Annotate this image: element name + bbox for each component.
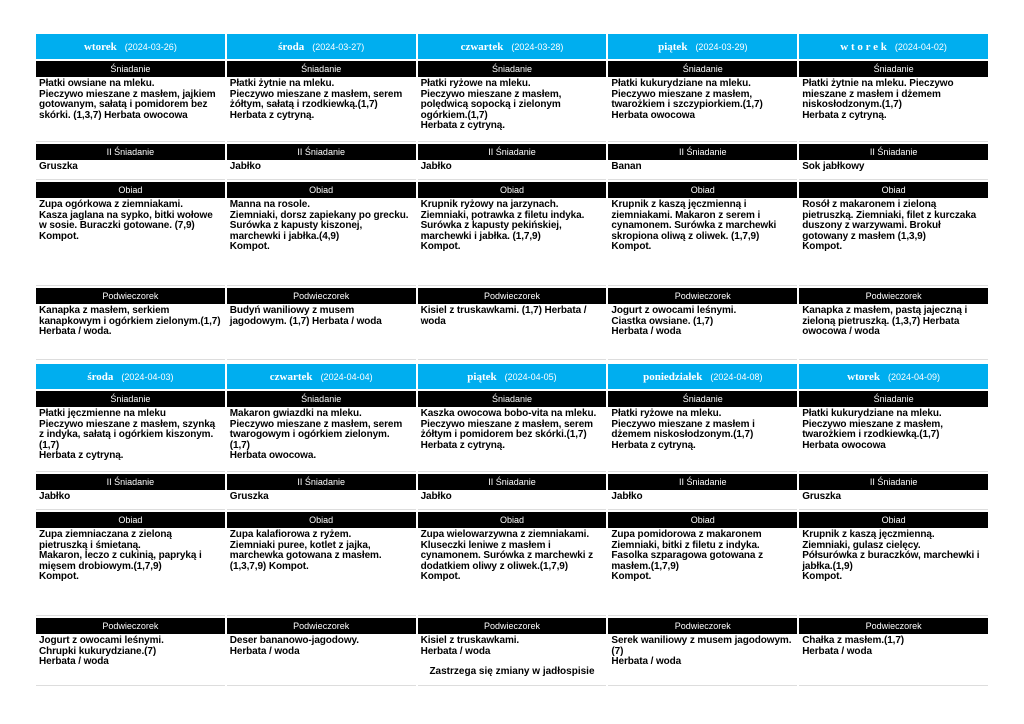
breakfast-header: Śniadanie xyxy=(227,61,416,77)
second-breakfast-text: Jabłko xyxy=(418,490,607,510)
day-date: (2024-03-29) xyxy=(695,41,748,52)
day-header xyxy=(799,34,988,59)
snack-header: Podwieczorek xyxy=(418,288,607,304)
day-date: (2024-03-27) xyxy=(312,41,365,52)
snack-header: Podwieczorek xyxy=(227,288,416,304)
week-1-menu-grid xyxy=(36,34,988,360)
day-header xyxy=(36,34,225,59)
second-breakfast-header: II Śniadanie xyxy=(36,474,225,490)
second-breakfast-text: Jabłko xyxy=(227,160,416,180)
lunch-text: Zupa wielowarzywna z ziemniakami. Kluseczki leniwe z masłem i cynamonem. Surówka z marchewki z dodatkiem oliwy z oliwek.(1,7,9) Kompot. xyxy=(418,528,607,616)
breakfast-text: Płatki owsiane na mleku. Pieczywo mieszane z masłem, jajkiem gotowanym, sałatą i pomidorem bez skórki. (1,3,7) Herbata owocowa xyxy=(36,77,225,142)
day-date: (2024-04-02) xyxy=(894,41,947,52)
lunch-header: Obiad xyxy=(418,512,607,528)
breakfast-header: Śniadanie xyxy=(418,391,607,407)
breakfast-text: Płatki żytnie na mleku. Pieczywo mieszane z masłem i dżemem niskosłodzonym.(1,7) Herbata z cytryną. xyxy=(799,77,988,142)
breakfast-text: Płatki kukurydziane na mleku. Pieczywo mieszane z masłem, twarożkiem i szczypiorkiem.(1,7) Herbata owocowa xyxy=(608,77,797,142)
breakfast-header: Śniadanie xyxy=(227,391,416,407)
snack-text: Jogurt z owocami leśnymi. Chrupki kukurydziane.(7) Herbata / woda xyxy=(36,634,225,686)
day-date: (2024-04-03) xyxy=(121,371,174,382)
snack-header: Podwieczorek xyxy=(36,618,225,634)
snack-text: Kanapka z masłem, pastą jajeczną i zieloną pietruszką. (1,3,7) Herbata owocowa / woda xyxy=(799,304,988,360)
lunch-text: Krupnik z kaszą jęczmienną. Ziemniaki, gulasz cielęcy. Półsurówka z buraczków, marchewki i jabłka.(1,9) Kompot. xyxy=(799,528,988,616)
footer-note: Zastrzega się zmiany w jadłospisie xyxy=(429,666,595,677)
day-column xyxy=(36,34,225,360)
second-breakfast-text: Jabłko xyxy=(608,490,797,510)
day-header xyxy=(608,34,797,59)
second-breakfast-text: Jabłko xyxy=(418,160,607,180)
second-breakfast-text: Gruszka xyxy=(36,160,225,180)
second-breakfast-text: Sok jabłkowy xyxy=(799,160,988,180)
breakfast-header: Śniadanie xyxy=(799,391,988,407)
lunch-header: Obiad xyxy=(418,182,607,198)
lunch-text: Zupa pomidorowa z makaronem Ziemniaki, bitki z filetu z indyka. Fasolka szparagowa gotowana z masłem.(1,7,9) Kompot. xyxy=(608,528,797,616)
day-date: (2024-04-04) xyxy=(320,371,373,382)
second-breakfast-text: Gruszka xyxy=(799,490,988,510)
second-breakfast-header: II Śniadanie xyxy=(418,474,607,490)
lunch-header: Obiad xyxy=(608,182,797,198)
lunch-header: Obiad xyxy=(227,182,416,198)
day-column xyxy=(418,34,607,360)
lunch-text: Krupnik ryżowy na jarzynach. Ziemniaki, potrawka z filetu indyka. Surówka z kapusty pekińskiej, marchewki i jabłka. (1,7,9) Kompot. xyxy=(418,198,607,286)
second-breakfast-text: Jabłko xyxy=(36,490,225,510)
lunch-text: Zupa ziemniaczana z zieloną pietruszką i śmietaną. Makaron, leczo z cukinią, papryką i mięsem drobiowym.(1,7,9) Kompot. xyxy=(36,528,225,616)
lunch-header: Obiad xyxy=(799,512,988,528)
day-column xyxy=(799,34,988,360)
week-2-menu-grid xyxy=(36,364,988,686)
day-header xyxy=(418,364,607,389)
day-header xyxy=(227,34,416,59)
lunch-header: Obiad xyxy=(608,512,797,528)
lunch-text: Manna na rosole. Ziemniaki, dorsz zapiekany po grecku. Surówka z kapusty kiszonej, marchewki i jabłka.(4,9) Kompot. xyxy=(227,198,416,286)
day-column xyxy=(799,364,988,686)
breakfast-header: Śniadanie xyxy=(608,61,797,77)
day-name: piątek xyxy=(658,40,688,53)
breakfast-text: Płatki ryżowe na mleku. Pieczywo mieszane z masłem, polędwicą sopocką i zielonym ogórkiem.(1,7) Herbata z cytryną. xyxy=(418,77,607,142)
snack-text: Jogurt z owocami leśnymi. Ciastka owsiane. (1,7) Herbata / woda xyxy=(608,304,797,360)
day-name: środa xyxy=(278,40,305,53)
day-header xyxy=(227,364,416,389)
day-name: środa xyxy=(87,370,114,383)
snack-header: Podwieczorek xyxy=(608,288,797,304)
day-header xyxy=(418,34,607,59)
snack-header: Podwieczorek xyxy=(418,618,607,634)
lunch-header: Obiad xyxy=(227,512,416,528)
breakfast-header: Śniadanie xyxy=(36,391,225,407)
day-name: czwartek xyxy=(460,40,504,53)
second-breakfast-text: Banan xyxy=(608,160,797,180)
day-name: poniedziałek xyxy=(643,370,703,383)
snack-text: Kanapka z masłem, serkiem kanapkowym i ogórkiem zielonym.(1,7) Herbata / woda. xyxy=(36,304,225,360)
day-header xyxy=(799,364,988,389)
day-name: piątek xyxy=(467,370,497,383)
second-breakfast-header: II Śniadanie xyxy=(799,144,988,160)
breakfast-text: Kaszka owocowa bobo-vita na mleku. Pieczywo mieszane z masłem, serem żółtym i pomidorem bez skórki.(1,7) Herbata z cytryną. xyxy=(418,407,607,472)
lunch-text: Rosół z makaronem i zieloną pietruszką. Ziemniaki, filet z kurczaka duszony z warzywami. Brokuł gotowany z masłem (1,3,9) Kompot. xyxy=(799,198,988,286)
breakfast-text: Płatki żytnie na mleku. Pieczywo mieszane z masłem, serem żółtym, sałatą i rzodkiewką.(1,7) Herbata z cytryną. xyxy=(227,77,416,142)
snack-header: Podwieczorek xyxy=(36,288,225,304)
lunch-header: Obiad xyxy=(799,182,988,198)
day-column xyxy=(608,364,797,686)
breakfast-header: Śniadanie xyxy=(799,61,988,77)
snack-header: Podwieczorek xyxy=(799,618,988,634)
day-column xyxy=(418,364,607,686)
second-breakfast-header: II Śniadanie xyxy=(799,474,988,490)
snack-text: Budyń waniliowy z musem jagodowym. (1,7) Herbata / woda xyxy=(227,304,416,360)
day-name: wtorek xyxy=(83,40,117,53)
breakfast-text: Płatki ryżowe na mleku. Pieczywo mieszane z masłem i dżemem niskosłodzonym.(1,7) Herbata z cytryną. xyxy=(608,407,797,472)
breakfast-header: Śniadanie xyxy=(36,61,225,77)
lunch-header: Obiad xyxy=(36,182,225,198)
snack-text: Deser bananowo-jagodowy. Herbata / woda xyxy=(227,634,416,686)
lunch-text: Zupa ogórkowa z ziemniakami. Kasza jaglana na sypko, bitki wołowe w sosie. Buraczki gotowane. (7,9) Kompot. xyxy=(36,198,225,286)
day-date: (2024-04-09) xyxy=(887,371,940,382)
day-date: (2024-04-05) xyxy=(504,371,557,382)
second-breakfast-header: II Śniadanie xyxy=(36,144,225,160)
snack-text: Kisiel z truskawkami. Herbata / woda xyxy=(418,634,607,686)
snack-text: Serek waniliowy z musem jagodowym.(7) Herbata / woda xyxy=(608,634,797,686)
breakfast-header: Śniadanie xyxy=(608,391,797,407)
breakfast-header: Śniadanie xyxy=(418,61,607,77)
lunch-text: Zupa kalafiorowa z ryżem. Ziemniaki puree, kotlet z jajka, marchewka gotowana z masłem. (1,3,7,9) Kompot. xyxy=(227,528,416,616)
day-name: czwartek xyxy=(269,370,313,383)
day-header xyxy=(608,364,797,389)
breakfast-text: Płatki jęczmienne na mleku Pieczywo mieszane z masłem, szynką z indyka, sałatą i ogórkiem kiszonym.(1,7) Herbata z cytryną. xyxy=(36,407,225,472)
second-breakfast-text: Gruszka xyxy=(227,490,416,510)
lunch-header: Obiad xyxy=(36,512,225,528)
snack-text: Chałka z masłem.(1,7) Herbata / woda xyxy=(799,634,988,686)
day-date: (2024-03-28) xyxy=(511,41,564,52)
day-name: w t o r e k xyxy=(840,40,887,53)
breakfast-text: Makaron gwiazdki na mleku. Pieczywo mieszane z masłem, serem twarogowym i ogórkiem zielonym. (1,7) Herbata owocowa. xyxy=(227,407,416,472)
day-header xyxy=(36,364,225,389)
snack-header: Podwieczorek xyxy=(608,618,797,634)
second-breakfast-header: II Śniadanie xyxy=(227,474,416,490)
day-column xyxy=(608,34,797,360)
snack-header: Podwieczorek xyxy=(799,288,988,304)
second-breakfast-header: II Śniadanie xyxy=(608,144,797,160)
day-date: (2024-04-08) xyxy=(710,371,763,382)
day-column xyxy=(227,34,416,360)
day-column xyxy=(36,364,225,686)
breakfast-text: Płatki kukurydziane na mleku. Pieczywo mieszane z masłem, twarożkiem i rzodkiewką.(1,7) Herbata owocowa xyxy=(799,407,988,472)
day-name: wtorek xyxy=(847,370,880,383)
second-breakfast-header: II Śniadanie xyxy=(227,144,416,160)
snack-text: Kisiel z truskawkami. (1,7) Herbata / woda xyxy=(418,304,607,360)
lunch-text: Krupnik z kaszą jęczmienną i ziemniakami. Makaron z serem i cynamonem. Surówka z marchewki skropiona oliwą z oliwek. (1,7,9) Kompot. xyxy=(608,198,797,286)
second-breakfast-header: II Śniadanie xyxy=(608,474,797,490)
second-breakfast-header: II Śniadanie xyxy=(418,144,607,160)
day-column xyxy=(227,364,416,686)
day-date: (2024-03-26) xyxy=(124,41,177,52)
snack-header: Podwieczorek xyxy=(227,618,416,634)
